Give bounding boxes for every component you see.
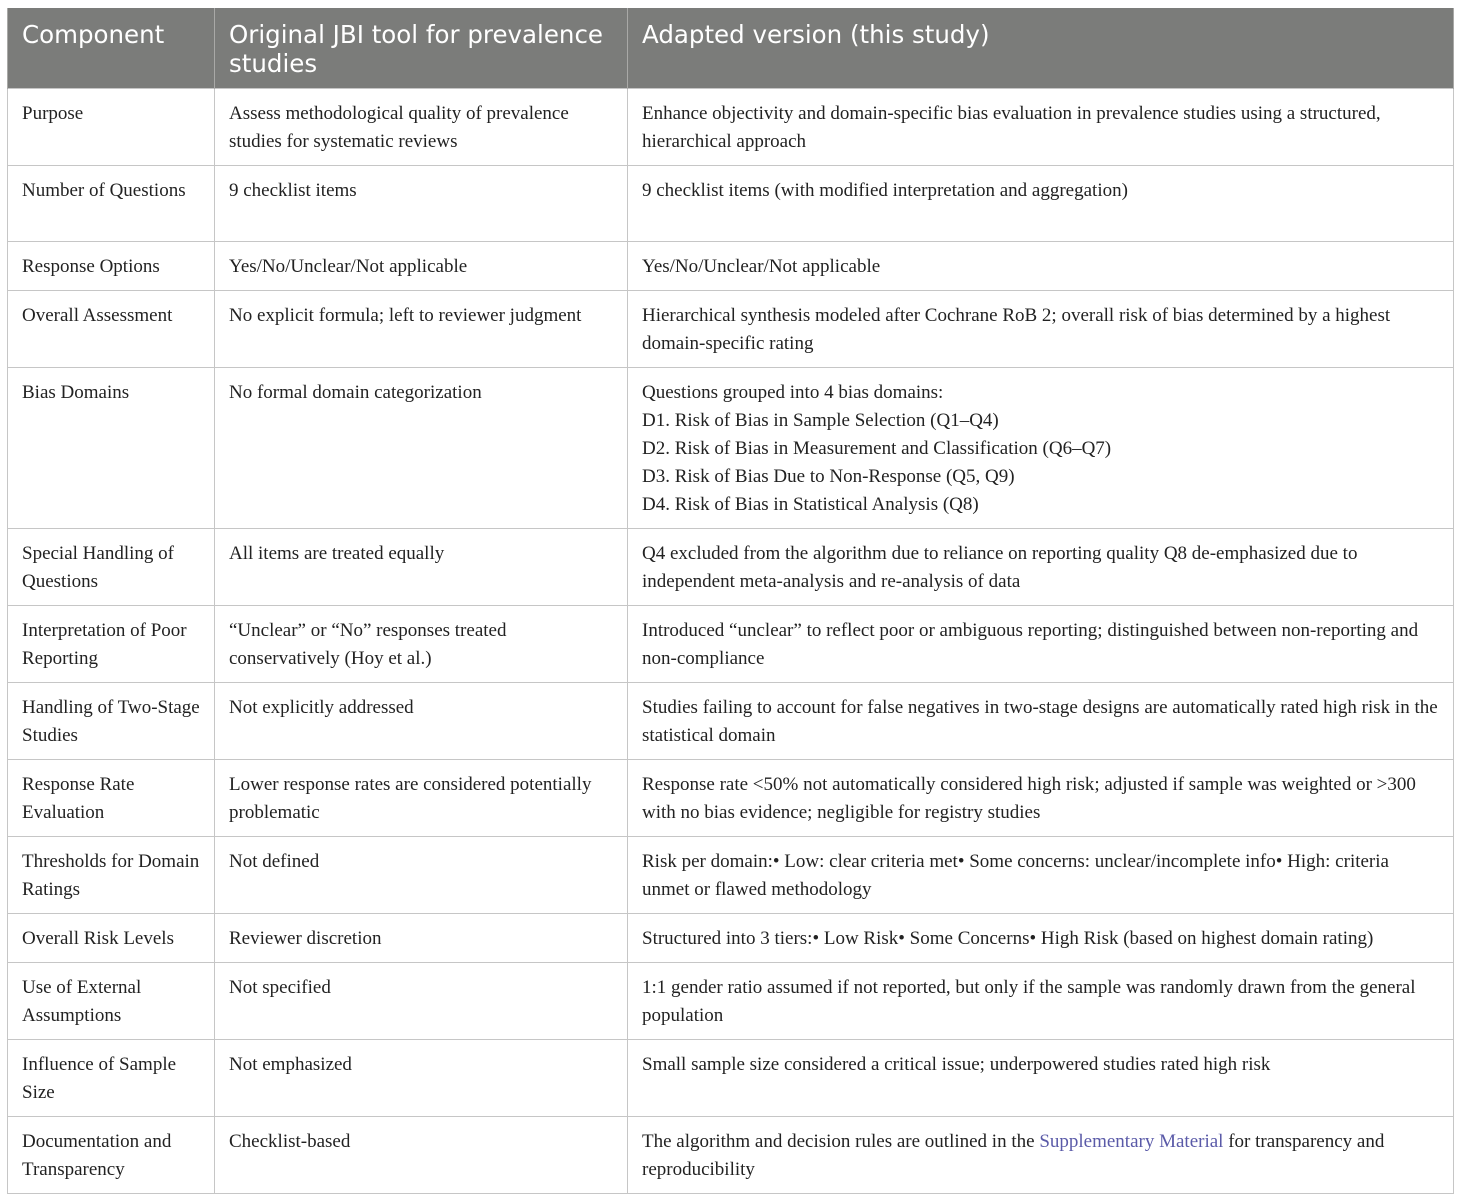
table-row [8,291,1454,368]
table-row [8,242,1454,291]
row-component: Thresholds for Domain Ratings [8,837,215,914]
table-row [8,1040,1454,1117]
row-component: Interpretation of Poor Reporting [8,606,215,683]
row-original: Not defined [215,837,628,914]
row-component: Use of External Assumptions [8,963,215,1040]
row-adapted: 9 checklist items (with modified interpretation and aggregation) [628,166,1454,242]
adapted-text-before: The algorithm and decision rules are outlined in the [642,1131,1040,1152]
table-row [8,529,1454,606]
table-row [8,963,1454,1040]
row-original: No formal domain categorization [215,368,628,529]
row-adapted: Yes/No/Unclear/Not applicable [628,242,1454,291]
table-row [8,166,1454,242]
domain-item: D2. Risk of Bias in Measurement and Classification (Q6–Q7) [642,438,1112,459]
domain-item: D4. Risk of Bias in Statistical Analysis (Q8) [642,494,979,515]
row-adapted: Hierarchical synthesis modeled after Cochrane RoB 2; overall risk of bias determined by a highest domain-specific rating [628,291,1454,368]
table-row [8,606,1454,683]
row-component: Overall Assessment [8,291,215,368]
row-component: Purpose [8,89,215,166]
row-original: Checklist-based [215,1117,628,1194]
header-adapted: Adapted version (this study) [628,8,1454,89]
row-adapted: Q4 excluded from the algorithm due to reliance on reporting quality Q8 de-emphasized due to independent meta-analysis and re-analysis of data [628,529,1454,606]
domains-intro: Questions grouped into 4 bias domains: [642,382,944,403]
row-adapted: Response rate <50% not automatically considered high risk; adjusted if sample was weighted or >300 with no bias evidence; negligible for registry studies [628,760,1454,837]
comparison-table [7,8,1454,1194]
row-original: All items are treated equally [215,529,628,606]
table-row [8,683,1454,760]
row-original: No explicit formula; left to reviewer judgment [215,291,628,368]
table-body [8,89,1454,1194]
row-adapted [628,368,1454,529]
header-row [8,8,1454,89]
row-adapted [628,1117,1454,1194]
row-component: Special Handling of Questions [8,529,215,606]
row-adapted: Small sample size considered a critical issue; underpowered studies rated high risk [628,1040,1454,1117]
row-original: Not emphasized [215,1040,628,1117]
header-original: Original JBI tool for prevalence studies [215,8,628,89]
adapted-text-after: for transparency and reproducibility [642,1131,1385,1180]
row-original: Lower response rates are considered potentially problematic [215,760,628,837]
table-header [8,8,1454,89]
row-original: Not specified [215,963,628,1040]
row-component: Documentation and Transparency [8,1117,215,1194]
row-component: Influence of Sample Size [8,1040,215,1117]
domain-item: D1. Risk of Bias in Sample Selection (Q1–Q4) [642,410,999,431]
row-original: Assess methodological quality of prevalence studies for systematic reviews [215,89,628,166]
table-row [8,837,1454,914]
table-row [8,914,1454,963]
row-component: Number of Questions [8,166,215,242]
table-row [8,760,1454,837]
row-component: Overall Risk Levels [8,914,215,963]
row-original: Yes/No/Unclear/Not applicable [215,242,628,291]
row-adapted: Risk per domain:• Low: clear criteria met• Some concerns: unclear/incomplete info• High: criteria unmet or flawed methodology [628,837,1454,914]
row-component: Response Rate Evaluation [8,760,215,837]
row-adapted: Structured into 3 tiers:• Low Risk• Some Concerns• High Risk (based on highest domain rating) [628,914,1454,963]
row-adapted: Enhance objectivity and domain-specific bias evaluation in prevalence studies using a structured, hierarchical approach [628,89,1454,166]
row-adapted: Studies failing to account for false negatives in two-stage designs are automatically rated high risk in the statistical domain [628,683,1454,760]
table-row [8,1117,1454,1194]
row-component: Response Options [8,242,215,291]
domain-item: D3. Risk of Bias Due to Non-Response (Q5, Q9) [642,466,1015,487]
header-component: Component [8,8,215,89]
row-component: Bias Domains [8,368,215,529]
supplementary-material-link[interactable]: Supplementary Material [1039,1131,1224,1152]
row-adapted: 1:1 gender ratio assumed if not reported, but only if the sample was randomly drawn from the general population [628,963,1454,1040]
row-adapted: Introduced “unclear” to reflect poor or ambiguous reporting; distinguished between non-reporting and non-compliance [628,606,1454,683]
row-original: “Unclear” or “No” responses treated conservatively (Hoy et al.) [215,606,628,683]
table-row [8,89,1454,166]
row-component: Handling of Two-Stage Studies [8,683,215,760]
row-original: 9 checklist items [215,166,628,242]
row-original: Reviewer discretion [215,914,628,963]
table-row [8,368,1454,529]
row-original: Not explicitly addressed [215,683,628,760]
